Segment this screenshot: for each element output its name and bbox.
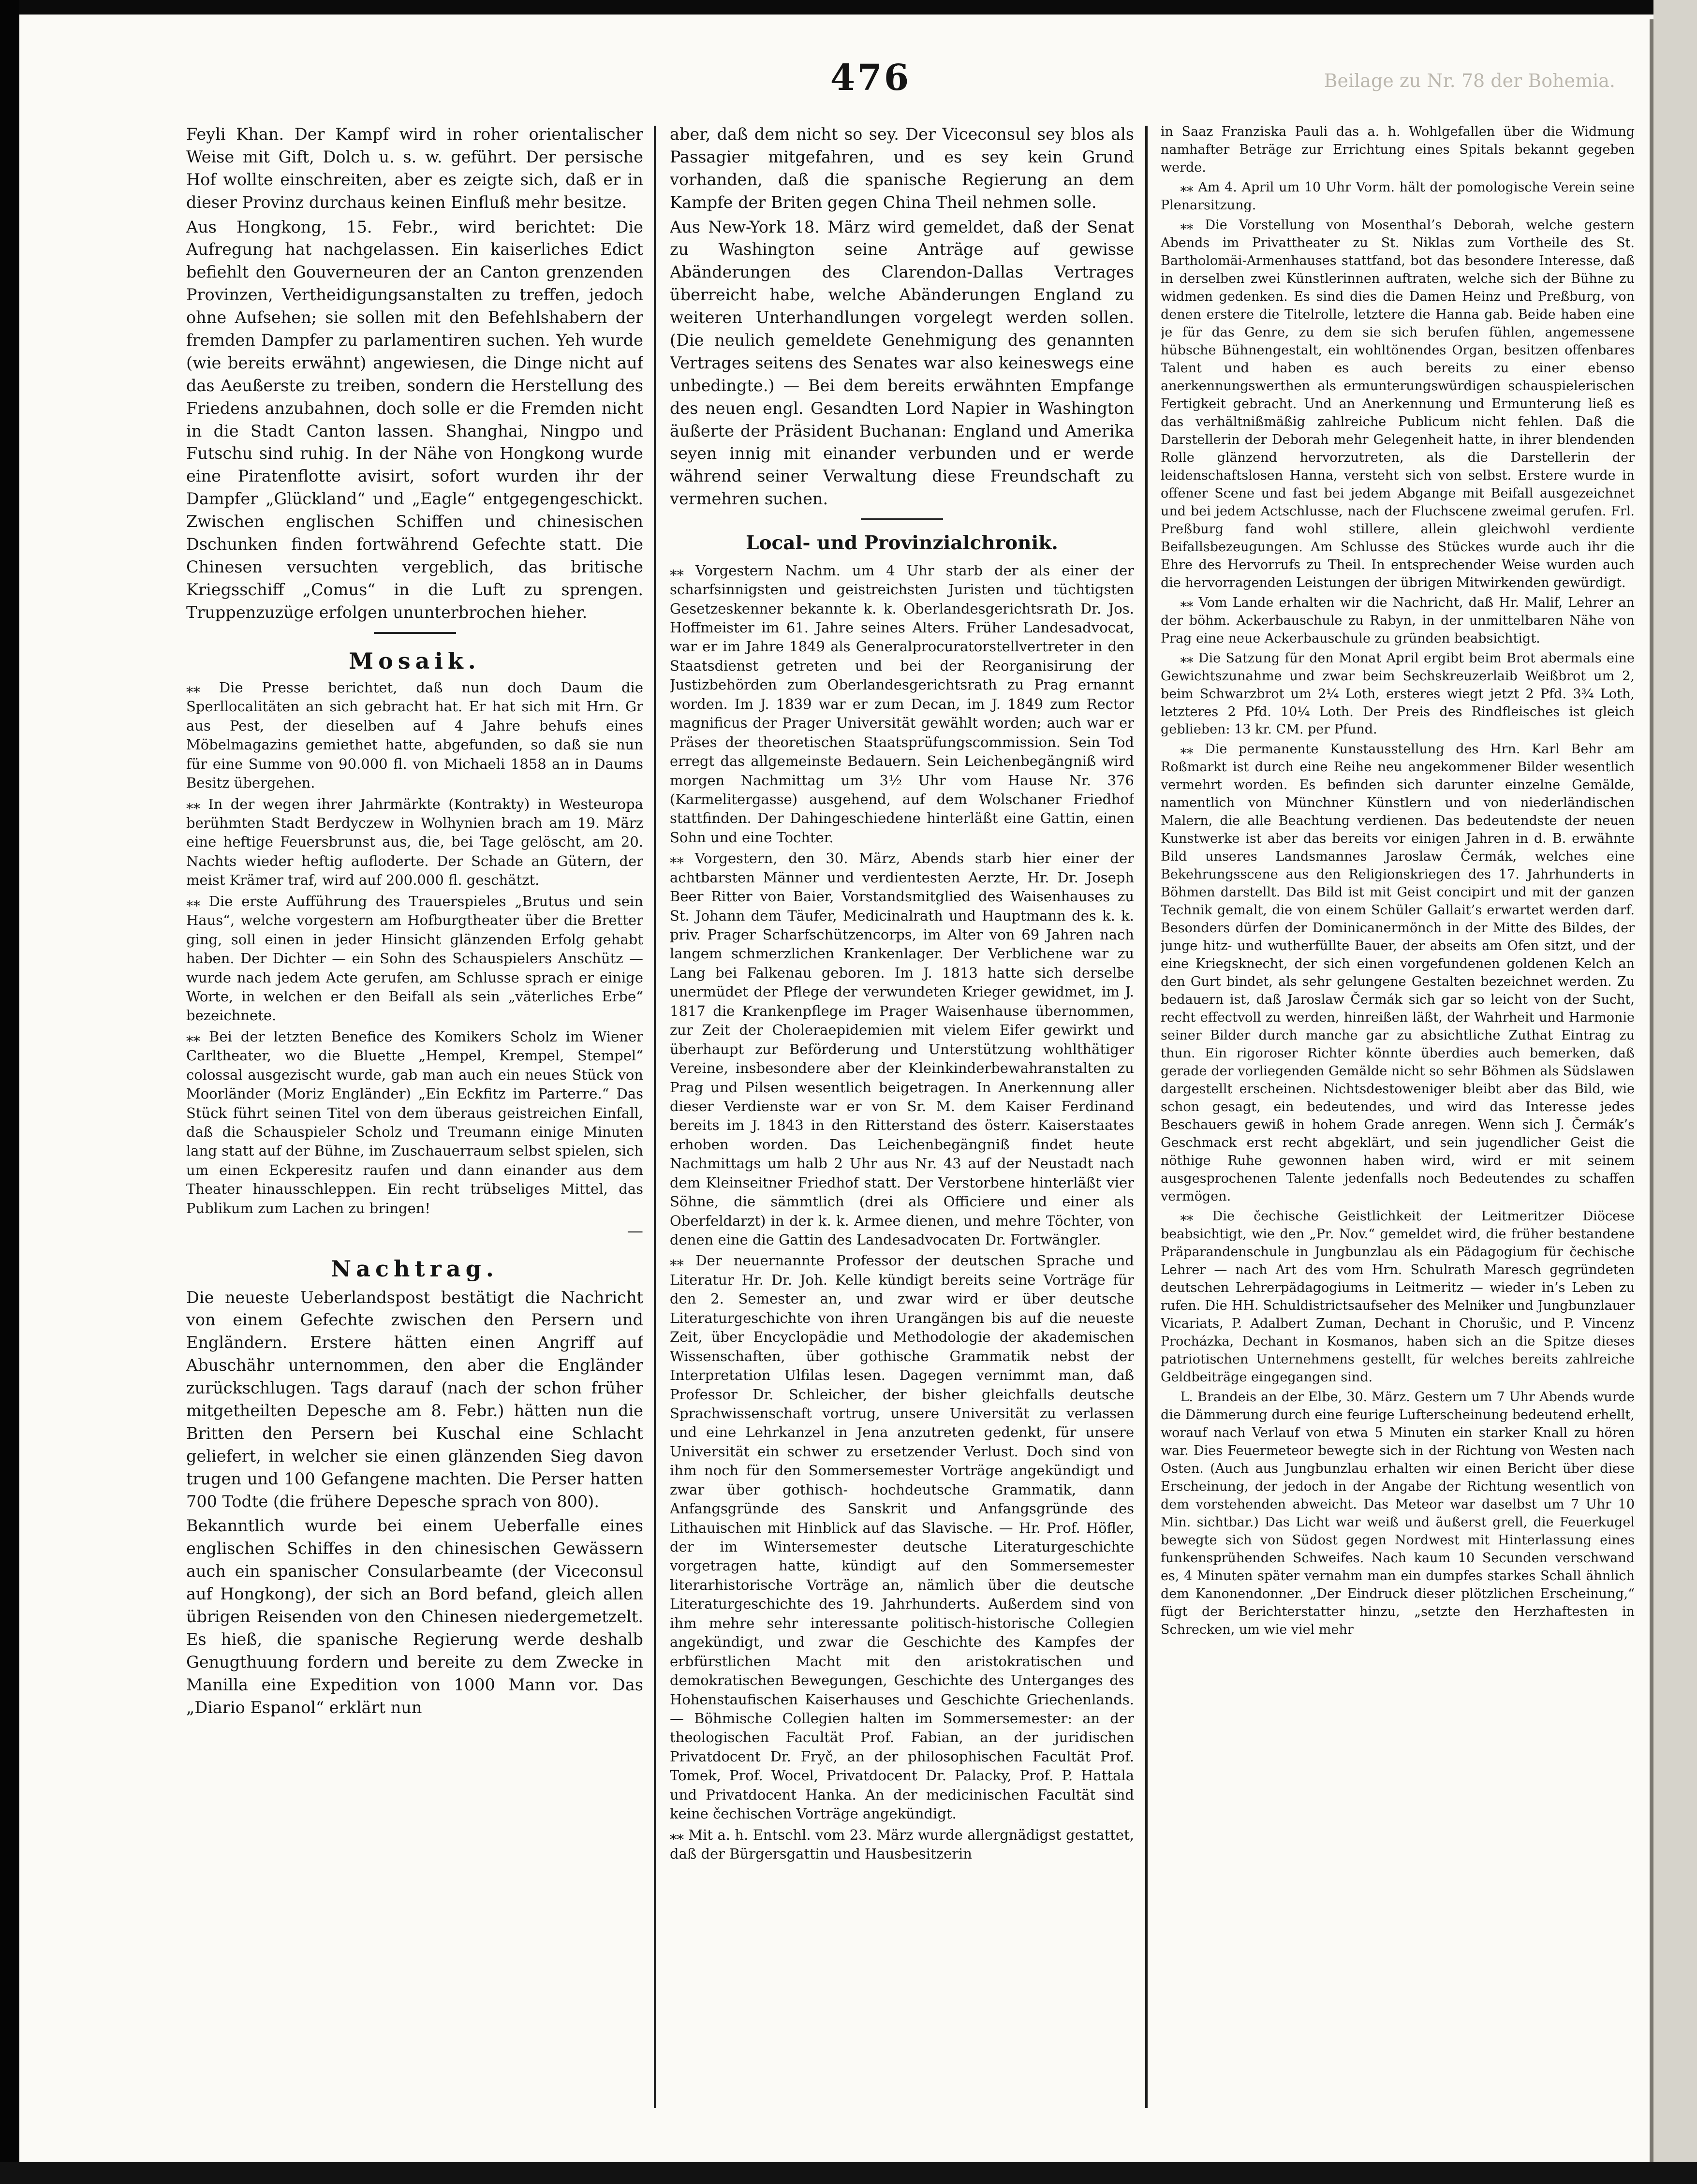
article-hongkong: Aus Hongkong, 15. Febr., wird berichtet: Die Aufregung hat nachgelassen. Ein kaiserliches Edict befiehlt den Gouverneuren der an Canton grenzenden Provinzen, Vertheidigungsanstalten zu treffen, jedoch ohne Aufsehen; sie sollen mit den Befehlshabern der fremden Dampfer zu parlamentiren suchen. Yeh wurde (wie bereits erwähnt) angewiesen, die Dinge nicht auf das Aeußerste zu treiben, sondern die Herstellung des Friedens anzubahnen, doch solle er die Fremden nicht in die Stadt Canton lassen. Shanghai, Ningpo und Futschu sind ruhig. In der Nähe von Hongkong wurde eine Piratenflotte avisirt, sofort wurden ihr der Dampfer „Glückland“ und „Eagle“ entgegengeschickt. Zwischen englischen Schiffen und chinesischen Dschunken finden fortwährend Gefechte statt. Die Chinesen versuchten vergeblich, das britische Kriegsschiff „Comus“ in die Luft zu sprengen. Truppenzuzüge erfolgen ununterbrochen hieher. bbox=[186, 217, 643, 622]
local-item-bread-prices: ⁎⁎ Die Satzung für den Monat April ergibt beim Brot abermals eine Gewichtszunahme und zwar beim Sechskreuzerlaib Weißbrot um 2, beim Schwarzbrot um 2¼ Loth, ersteres wiegt jetzt 2 Pfd. 3¾ Loth, letzteres 2 Pfd. 10¼ Loth. Der Preis des Rindfleisches ist gleich geblieben: 13 kr. CM. per Pfund. bbox=[1161, 650, 1635, 737]
local-item-kelle: ⁎⁎ Der neuernannte Professor der deutschen Sprache und Literatur Hr. Dr. Joh. Kelle kündigt bereits seine Vorträge für den 2. Semester an, und zwar wird er über deutsche Literaturgeschichte von ihren Urangängen bis auf die neueste Zeit, über Encyclopädie und Methodologie der akademischen Wissenschaften, über gothische Grammatik nebst der Interpretation Ulfilas lesen. Dagegen vernimmt man, daß Professor Dr. Schleicher, der bisher gleichfalls deutsche Sprachwissenschaft vortrug, unsere Universität zu verlassen und eine Lehrkanzel in Jena anzutreten gedenkt, für unsere Universität ein schwer zu ersetzender Verlust. Doch sind von ihm noch für den Sommersemester Vorträge angekündigt und zwar über gothisch- hochdeutsche Grammatik, dann Anfangsgründe des Sanskrit und Anfangsgründe des Lithauischen mit Hinblick auf das Slavische. — Hr. Prof. Höfler, der im Wintersemester deutsche Literaturgeschichte vorgetragen hatte, kündigt auf den Sommersemester literarhistorische Vorträge an, nämlich über die deutsche Literaturgeschichte des 19. Jahrhunderts. Außerdem sind von ihm mehre sehr interessante politisch-historische Collegien angekündigt, und zwar die Geschichte des Kampfes der erbfürstlichen Macht mit den aristokratischen und demokratischen Bewegungen, Geschichte des Unterganges des Hohenstaufischen Kaiserhauses und Geschichte Griechenlands. — Böhmische Collegien halten im Sommersemester: an der theologischen Facultät Prof. Fabian, an der juridischen Privatdocent Dr. Fryč, an der philosophischen Facultät Prof. Tomek, Prof. Wocel, Privatdocent Dr. Palacky, Prof. P. Hattala und Privatdocent Hanka. An der medicinischen Facultät sind keine čechischen Vorträge angekündigt. bbox=[670, 1252, 1134, 1822]
local-item-meteor: L. Brandeis an der Elbe, 30. März. Gestern um 7 Uhr Abends wurde die Dämmerung durch eine feurige Lufterscheinung bedeutend erhellt, worauf nach Verlauf von etwa 5 Minuten ein starker Knall zu hören war. Dies Feuermeteor bewegte sich in der Richtung von Westen nach Osten. (Auch aus Jungbunzlau erhalten wir einen Bericht über diese Erscheinung, der jedoch in der Angabe der Richtung wesentlich von dem vorstehenden abweicht. Das Meteor war daselbst um 7 Uhr 10 Min. sichtbar.) Das Licht war weiß und äußerst grell, die Feuerkugel bewegte sich von Südost gegen Nordwest mit Hinterlassung eines funkensprühenden Schweifes. Nach kaum 10 Secunden verschwand es, 4 Minuten später vernahm man ein dumpfes starkes Schall ähnlich dem Kanonendonner. „Der Eindruck dieser plötzlichen Erscheinung,“ fügt der Berichterstatter hinzu, „setzte den Herzhaftesten in Schrecken, um wie viel mehr bbox=[1161, 1389, 1635, 1637]
page-edge-shadow bbox=[1650, 19, 1653, 2171]
scan-border-top bbox=[0, 0, 1697, 15]
article-persia-end: Feyli Khan. Der Kampf wird in roher orientalischer Weise mit Gift, Dolch u. s. w. geführt. Der persische Hof wollte einschreiten, aber es zeigte sich, daß er in dieser Provinz durchaus keinen Einfluß mehr besitze. bbox=[186, 125, 643, 212]
end-dash: — bbox=[627, 1221, 643, 1241]
scan-border-bottom bbox=[0, 2162, 1697, 2184]
mosaik-item-daum: ⁎⁎ Die Presse berichtet, daß nun doch Daum die Sperllocalitäten an sich gebracht hat. Er hat sich mit Hrn. Gr aus Pest, der dieselben auf 4 Jahre behufs eines Möbelmagazins gemiethet hatte, abgefunden, so daß sie nun für eine Summe von 90.000 fl. von Michaeli 1858 an in Daums Besitz übergehen. bbox=[186, 679, 643, 792]
local-item-hoffmeister: ⁎⁎ Vorgestern Nachm. um 4 Uhr starb der als einer der scharfsinnigsten und geistreichsten Juristen und tüchtigsten Gesetzeskenner bekannte k. k. Oberlandesgerichtsrath Dr. Jos. Hoffmeister im 61. Jahre seines Alters. Früher Landesadvocat, war er im Jahre 1849 als Generalprocuratorstellvertreter in den Staatsdienst getreten und bei der Reorganisirung der Justizbehörden zum Oberlandesgerichtsrath zu Prag ernannt worden. Im J. 1839 war er zum Decan, im J. 1849 zum Rector magnificus der Prager Universität gewählt worden; auch war er Präses der theoretischen Staatsprüfungscommission. Sein Tod erregt das allgemeinste Bedauern. Sein Leichenbegängniß wird morgen Nachmittag um 3½ Uhr vom Hause Nr. 376 (Karmelitergasse) ausgehend, auf dem Wolschaner Friedhof stattfinden. Der Dahingeschiedene hinterläßt eine Gattin, einen Sohn und eine Tochter. bbox=[670, 562, 1134, 846]
scan-border-left bbox=[0, 0, 19, 2184]
local-item-agriculture-school: ⁎⁎ Vom Lande erhalten wir die Nachricht, daß Hr. Malif, Lehrer an der böhm. Ackerbauschule zu Rabyn, in der unmittelbaren Nähe von Prag eine neue Ackerbauschule zu gründen beabsichtigt. bbox=[1161, 595, 1635, 646]
section-heading-mosaik: Mosaik. bbox=[349, 647, 481, 674]
section-divider-ornament-2 bbox=[861, 517, 943, 521]
section-divider-ornament bbox=[374, 631, 456, 635]
section-heading-nachtrag: Nachtrag. bbox=[331, 1256, 499, 1282]
column-2 bbox=[670, 123, 1134, 2120]
mosaik-item-scholz: ⁎⁎ Bei der letzten Benefice des Komikers Scholz im Wiener Carltheater, wo die Bluette „Hempel, Krempel, Stempel“ colossal ausgezischt wurde, gab man auch ein neues Stück von Moorländer (Moriz Engländer) „Ein Eckfitz im Parterre.“ Das Stück führt seinen Titel von dem überaus geistreichen Einfall, daß die Schauspieler Scholz und Treumann einige Minuten lang statt auf der Bühne, im Zuschauerraum selbst spielen, sich um einen Eckperesitz raufen und dann einander aus dem Theater hinausschleppen. Ein recht trübseliges Mittel, das Publikum zum Lachen zu bringen! bbox=[186, 1028, 643, 1217]
local-item-baier: ⁎⁎ Vorgestern, den 30. März, Abends starb hier einer der achtbarsten Männer und verdientesten Aerzte, Hr. Dr. Joseph Beer Ritter von Baier, Vorstandsmitglied des Waisenhauses zu St. Johann dem Täufer, Medicinalrath und Hauptmann des k. k. priv. Prager Scharfschützencorps, im Alter von 69 Jahren nach langem schmerzlichen Krankenlager. Der Verblichene war zu Lang bei Falkenau geboren. Im J. 1813 hatte sich derselbe unermüdet der Pflege der verwundeten Krieger gewidmet, im J. 1817 die Krankenpflege im Prager Waisenhause übernommen, zur Zeit der Choleraepidemien mit vielem Eifer gewirkt und überhaupt zur Beförderung und Unterstützung wohlthätiger Vereine, insbesondere aber der Kleinkinderbewahranstalten zu Prag und Pilsen wesentlich beigetragen. In Anerkennung aller dieser Verdienste war er von Sr. M. dem Kaiser Ferdinand bereits im J. 1843 in den Ritterstand des österr. Kaiserstaates erhoben worden. Das Leichenbegängniß findet heute Nachmittags um halb 2 Uhr aus Nr. 43 auf der Neustadt nach dem Kleinseitner Friedhof statt. Der Verstorbene hinterläßt vier Söhne, die sämmtlich (drei als Officiere und einer als Oberfeldarzt) in der k. k. Armee dienen, und mehre Töchter, von denen eine die Gattin des Landesadvocaten Dr. Fortwängler. bbox=[670, 850, 1134, 1248]
nachtrag-persia: Die neueste Ueberlandspost bestätigt die Nachricht von einem Gefechte zwischen den Persern und Engländern. Erstere hätten einen Angriff auf Abuschähr unternommen, den aber die Engländer zurückschlugen. Tags darauf (nach der schon früher mitgetheilten Depesche am 8. Febr.) hätten nun die Britten den Persern bei Kuschal eine Schlacht geliefert, in welcher sie einen glänzenden Sieg davon trugen und 100 Gefangene machten. Die Perser hatten 700 Todte (die frühere Depesche sprach von 800). bbox=[186, 1288, 643, 1511]
bleed-through-header: Beilage zu Nr. 78 der Bohemia. bbox=[1324, 70, 1615, 91]
local-item-clergy: ⁎⁎ Die čechische Geistlichkeit der Leitmeritzer Diöcese beabsichtigt, wie den „Pr. Nov.“ gemeldet wird, die früher bestandene Präparandenschule in Jungbunzlau als ein Pädagogium für čechische Lehrer — nach Art des vom Hrn. Schulrath Maresch gegründeten deutschen Lehrerpädagogiums in Leitmeritz — wieder in’s Leben zu rufen. Die HH. Schuldistrictsaufseher des Melniker und Jungbunzlauer Vicariats, P. Adalbert Zuman, Dechant in Chorušic, und P. Vincenz Procházka, Dechant in Kosmanos, haben sich an die Spitze dieses patriotischen Unternehmens gestellt, für welches bereits zahlreiche Geldbeiträge eingegangen sind. bbox=[1161, 1209, 1635, 1385]
page-number: 476 bbox=[830, 57, 911, 99]
mosaik-item-brutus: ⁎⁎ Die erste Aufführung des Trauerspieles „Brutus und sein Haus“, welche vorgestern am Hofburgtheater über die Bretter ging, soll einen in jeder Hinsicht glänzenden Erfolg gehabt haben. Der Dichter — ein Sohn des Schauspielers Anschütz — wurde nach jedem Acte gerufen, am Schlusse sprach er einige Worte, in welchen er den Beifall als sein „väterliches Erbe“ bezeichnete. bbox=[186, 893, 643, 1024]
nachtrag-spain: Bekanntlich wurde bei einem Ueberfalle eines englischen Schiffes in den chinesischen Gewässern auch ein spanischer Consularbeamte (der Viceconsul auf Hongkong), der sich an Bord befand, gleich allen übrigen Reisenden von den Chinesen niedergemetzelt. Es hieß, die spanische Regierung werde deshalb Genugthuung fordern und bereite zu dem Zwecke in Manilla eine Expedition von 1000 Mann vor. Das „Diario Espanol“ erklärt nun bbox=[186, 1516, 643, 1717]
column-rule-1 bbox=[654, 126, 656, 2108]
column-rule-2 bbox=[1145, 126, 1148, 2108]
local-item-art-exhibition: ⁎⁎ Die permanente Kunstausstellung des Hrn. Karl Behr am Roßmarkt ist durch eine Reihe neu angekommener Bilder wesentlich vermehrt worden. Es befinden sich darunter einzelne Gemälde, namentlich von Münchner Künstlern und von niederländischen Malern, die alle Beachtung verdienen. Das bedeutendste der neuen Kunstwerke ist aber das bereits vor einigen Jahren in d. B. erwähnte Bild unseres Landsmannes Jaroslaw Čermák, welches eine Bekehrungsscene aus den Religionskriegen des 17. Jahrhunderts in Böhmen darstellt. Das Bild ist mit Geist concipirt und mit der ganzen Technik gemalt, die von einem Schüler Gallait’s erwartet werden darf. Besonders dürfen der Dominicanermönch in der Mitte des Bildes, der junge hitz- und wutherfüllte Bauer, der abseits am Ofen sitzt, und der eine Kriegsknecht, der sich einen vorgefundenen goldenen Kelch an den Gurt bindet, als sehr gelungene Gestalten bezeichnet werden. Zu bedauern ist, daß Jaroslaw Čermák sich gar so leicht von der Sucht, recht effectvoll zu werden, hinreißen läßt, der Wahrheit und Harmonie seiner Bilder durch manche gar zu absichtliche Zuthat Eintrag zu thun. Ein rigoroser Richter könnte überdies auch bemerken, daß gerade der vorliegenden Gemälde nicht so sehr Böhmen als Südslawen dargestellt erscheinen. Nichtsdestoweniger bleibt aber das Bild, wie schon gesagt, ein bedeutendes, und wird das Interesse jedes Beschauers gewiß in hohem Grade anregen. Wenn sich J. Čermák’s Geschmack erst recht abgeklärt, und sein jugendlicher Geist die nöthige Ruhe gewonnen haben wird, wird er mit seinem ausgesprochenen Talente jedenfalls noch Bedeutendes zu schaffen vermögen. bbox=[1161, 742, 1635, 1204]
scan-border-right bbox=[1653, 0, 1697, 2184]
column-3 bbox=[1161, 123, 1635, 2120]
local-item-pauli: ⁎⁎ Mit a. h. Entschl. vom 23. März wurde allergnädigst gestattet, daß der Bürgersgattin und Hausbesitzerin bbox=[670, 1826, 1134, 1862]
column-1 bbox=[186, 123, 643, 2120]
local-item-pauli-end: in Saaz Franziska Pauli das a. h. Wohlgefallen über die Widmung namhafter Beträge zur Errichtung eines Spitals bekannt gegeben werde. bbox=[1161, 124, 1635, 175]
local-item-pomological: ⁎⁎ Am 4. April um 10 Uhr Vorm. hält der pomologische Verein seine Plenarsitzung. bbox=[1161, 179, 1635, 213]
local-item-deborah: ⁎⁎ Die Vorstellung von Mosenthal’s Deborah, welche gestern Abends im Privattheater zu St. Niklas zum Vortheile des St. Bartholomäi-Armenhauses stattfand, bot das besondere Interesse, daß in derselben zwei Künstlerinnen auftraten, welche sich der Bühne zu widmen gedenken. Es sind dies die Damen Heinz und Preßburg, von denen erstere die Titelrolle, letztere die Hanna gab. Beide haben eine je für das Genre, zu dem sie sich berufen fühlen, angemessene hübsche Bühnengestalt, ein wohltönendes Organ, besitzen offenbares Talent und haben es auch bereits zu einer ebenso anerkennungswerthen als ermunterungswürdigen schauspielerischen Fertigkeit gebracht. Und an Anerkennung und Ermunterung ließ es das verhältnißmäßig zahlreiche Publicum nicht fehlen. Daß die Darstellerin der Deborah mehr Gelegenheit hatte, in ihrer blendenden Rolle glänzend hervorzutreten, als die Darstellerin der leidenschaftslosen Hanna, versteht sich von selbst. Erstere wurde in offener Scene und fast bei jedem Abgange mit Beifall ausgezeichnet und bei jedem Actschlusse, nach der Fluchscene zweimal gerufen. Frl. Preßburg fand wohl stillere, allein gleichwohl verdiente Beifallsbezeugungen. Am Schlusse des Stückes wurde auch ihr die Ehre des Hervorrufs zu Theil. In entsprechender Weise wurden auch die hervorragenden Leistungen der übrigen Mitwirkenden gewürdigt. bbox=[1161, 217, 1635, 590]
section-heading-local-chronicle: Local- und Provinzialchronik. bbox=[746, 532, 1058, 555]
article-newyork: Aus New-York 18. März wird gemeldet, daß der Senat zu Washington seine Anträge auf gewisse Abänderungen des Clarendon-Dallas Vertrages überreicht habe, welche Abänderungen England zu weiteren Unterhandlungen vorgelegt werden sollen. (Die neulich gemeldete Genehmigung des genannten Vertrages seitens des Senates war also keineswegs eine unbedingte.) — Bei dem bereits erwähnten Empfange des neuen engl. Gesandten Lord Napier in Washington äußerte der Präsident Buchanan: England und Amerika seyen innig mit einander verbunden und er werde während seiner Verwaltung diese Freundschaft zu vermehren suchen. bbox=[670, 217, 1134, 509]
mosaik-item-berdyczew: ⁎⁎ In der wegen ihrer Jahrmärkte (Kontrakty) in Westeuropa berühmten Stadt Berdyczew in Wolhynien brach am 19. März eine heftige Feuersbrunst aus, die, bei Tage gelöscht, am 20. Nachts wieder heftig aufloderte. Der Schade an Gütern, der meist Krämer traf, wird auf 200.000 fl. geschätzt. bbox=[186, 795, 643, 889]
article-spain-end: aber, daß dem nicht so sey. Der Viceconsul sey blos als Passagier mitgefahren, und es sey kein Grund vorhanden, daß die spanische Regierung an dem Kampfe der Briten gegen China Theil nehmen solle. bbox=[670, 125, 1134, 212]
